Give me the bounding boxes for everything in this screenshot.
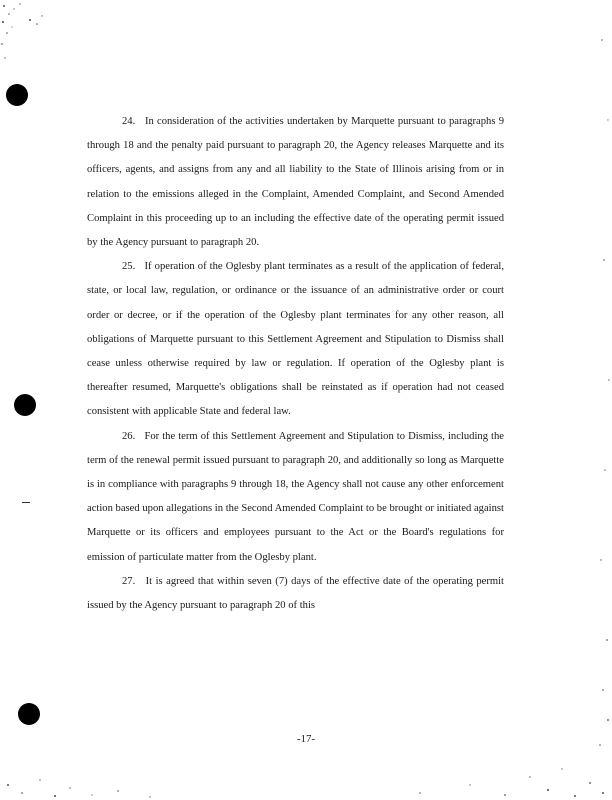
page-number: -17- [296, 733, 316, 745]
paragraph-24 [87, 110, 504, 255]
paragraph-number: 24. [122, 116, 136, 127]
paragraph-text: It is agreed that within seven (7) days of the effective date of the operating permit issued by the Agency pursuant to paragraph 20 of this [87, 575, 504, 612]
paragraph-number: 25. [122, 261, 136, 273]
paragraph-26 [87, 425, 504, 570]
scan-noise-right-edge [590, 0, 612, 800]
margin-mark [22, 502, 30, 503]
paragraph-25 [87, 255, 504, 424]
paragraph-27 [87, 570, 504, 618]
body-text [87, 110, 504, 618]
paragraph-number: 27. [122, 575, 136, 587]
paragraph-number: 26. [122, 430, 136, 442]
punch-hole-top [6, 84, 28, 106]
punch-hole-bottom [18, 703, 40, 725]
scan-noise-top-left [0, 0, 60, 80]
paragraph-text: For the term of this Settlement Agreement and Stipulation to Dismiss, including the term of the renewal permit issued pursuant to paragraph 20, and additionally so long as Marquette is in compliance with paragraphs 9 through 18, the Agency shall not cause any other enforcement action based upon allegations in the Second Amended Complaint to be brought or initiated against Marquette or its officers and employees pursuant to the Act or the Board's regulations for emission of particulate matter from the Oglesby plant. [87, 430, 504, 563]
punch-hole-middle [14, 394, 36, 416]
scan-noise-bottom [0, 755, 612, 800]
paragraph-text: If operation of the Oglesby plant terminates as a result of the application of federal, state, or local law, regulation, or ordinance or the issuance of an administrative order or court order or decree, or if the operation of the Oglesby plant terminates for any other reason, all obligations of Marquette pursuant to this Settlement Agreement and Stipulation to Dismiss shall cease unless otherwise required by law or regulation. If operation of the Oglesby plant is thereafter resumed, Marquette's obligations shall be reinstated as if operation had not ceased consistent with applicable State and federal law. [87, 261, 504, 418]
paragraph-text: In consideration of the activities undertaken by Marquette pursuant to paragraphs 9 through 18 and the penalty paid pursuant to paragraph 20, the Agency releases Marquette and its officers, agents, and assigns from any and all liability to the State of Illinois arising from or in relation to the emissions alleged in the Complaint, Amended Complaint, and Second Amended Complaint in this proceeding up to an including the effective date of the operating permit issued by the Agency pursuant to paragraph 20. [87, 116, 505, 249]
